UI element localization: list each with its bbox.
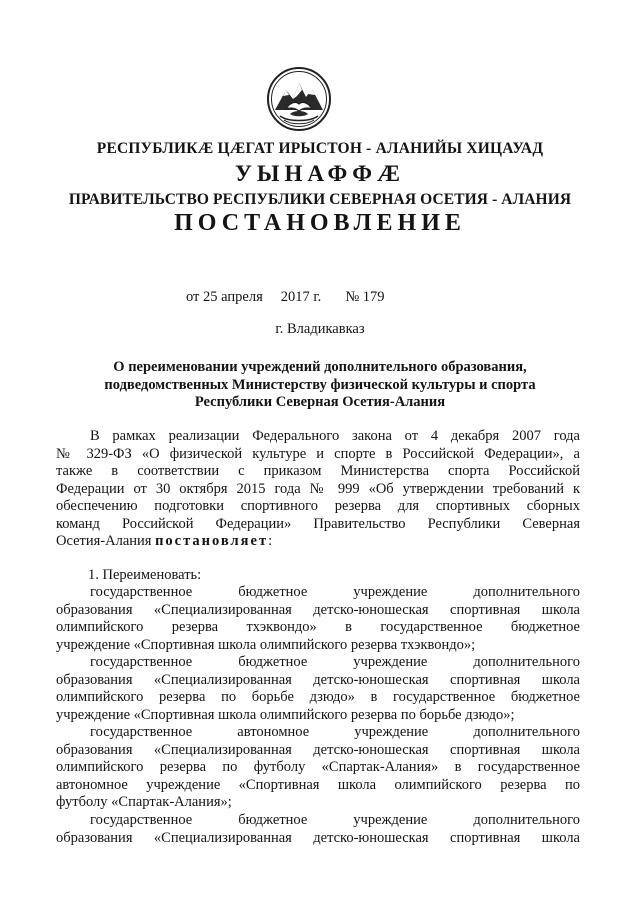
- document-number: № 179: [345, 289, 385, 305]
- document-date-line: [186, 289, 385, 306]
- coat-of-arms-icon: [266, 66, 332, 132]
- paragraph-line: № 329-ФЗ «О физической культуре и спорте в Российской Федерации», а: [56, 445, 580, 462]
- paragraph-line: футболу «Спартак-Алания»;: [56, 794, 232, 810]
- paragraph-line: олимпийского резерва тхэквондо» в государственное бюджетное: [56, 619, 580, 635]
- paragraph-line: учреждение «Спортивная школа олимпийского резерва тхэквондо»;: [56, 636, 476, 653]
- rename-item-4: [56, 812, 580, 847]
- paragraph-line: также в соответствии с приказом Министерства спорта Российской: [56, 463, 580, 479]
- paragraph-line: команд Российской Федерации» Правительство Республики Северная: [56, 515, 580, 532]
- title-line: Республики Северная Осетия-Алания: [194, 394, 446, 410]
- rename-item-2: [56, 654, 580, 724]
- document-city: г. Владикавказ: [275, 321, 365, 337]
- document-date: от 25 апреля: [186, 289, 263, 305]
- title-line: подведомственных Министерству физической культуры и спорта: [104, 376, 536, 393]
- paragraph-line: автономное учреждение «Спортивная школа олимпийского резерва по: [56, 776, 580, 793]
- paragraph-line: образования «Специализированная детско-юношеская спортивная школа: [56, 671, 580, 688]
- document-year: 2017 г.: [280, 289, 322, 305]
- title-line: О переименовании учреждений дополнительного образования,: [113, 359, 527, 375]
- paragraph-line: олимпийского резерва по футболу «Спартак-Алания» в государственное: [56, 759, 580, 775]
- resolves-word: постановляет: [155, 533, 269, 549]
- paragraph-line: олимпийского резерва по борьбе дзюдо» в государственное бюджетное: [56, 689, 580, 705]
- paragraph-line: образования «Специализированная детско-юношеская спортивная школа: [56, 601, 580, 618]
- paragraph-line: [56, 533, 580, 551]
- preamble-paragraph: [56, 428, 580, 551]
- paragraph-line: государственное бюджетное учреждение дополнительного: [90, 584, 580, 600]
- paragraph-line: В рамках реализации Федерального закона от 4 декабря 2007 года: [90, 428, 580, 444]
- paragraph-line: государственное бюджетное учреждение дополнительного: [90, 654, 580, 670]
- rename-item-1: [56, 584, 580, 654]
- document-title: [60, 359, 580, 412]
- paragraph-line: образования «Специализированная детско-юношеская спортивная школа: [56, 741, 580, 758]
- list-heading: 1. Переименовать:: [88, 567, 202, 583]
- paragraph-line: образования «Специализированная детско-юношеская спортивная школа: [56, 829, 580, 846]
- paragraph-line: Федерации от 30 октября 2015 года № 999 «Об утверждении требований к: [56, 480, 580, 497]
- rename-item-3: [56, 724, 580, 812]
- russian-document-type: ПОСТАНОВЛЕНИЕ: [174, 210, 466, 236]
- preamble-text: Осетия-Алания: [56, 533, 156, 549]
- ossetian-government-name: РЕСПУБЛИКӔ ЦӔГАТ ИРЫСТОН - АЛАНИЙЫ ХИЦАУАД: [96, 140, 544, 157]
- paragraph-line: учреждение «Спортивная школа олимпийского резерва по борьбе дзюдо»;: [56, 706, 515, 723]
- ossetian-document-type: УЫНАФФӔ: [234, 161, 406, 186]
- paragraph-line: государственное бюджетное учреждение дополнительного: [90, 812, 580, 828]
- paragraph-line: государственное автономное учреждение дополнительного: [90, 724, 580, 740]
- paragraph-line: обеспечению подготовки спортивного резерва для спортивных сборных: [56, 498, 580, 514]
- preamble-colon: :: [268, 533, 273, 549]
- russian-government-name: ПРАВИТЕЛЬСТВО РЕСПУБЛИКИ СЕВЕРНАЯ ОСЕТИЯ - АЛАНИЯ: [68, 191, 572, 208]
